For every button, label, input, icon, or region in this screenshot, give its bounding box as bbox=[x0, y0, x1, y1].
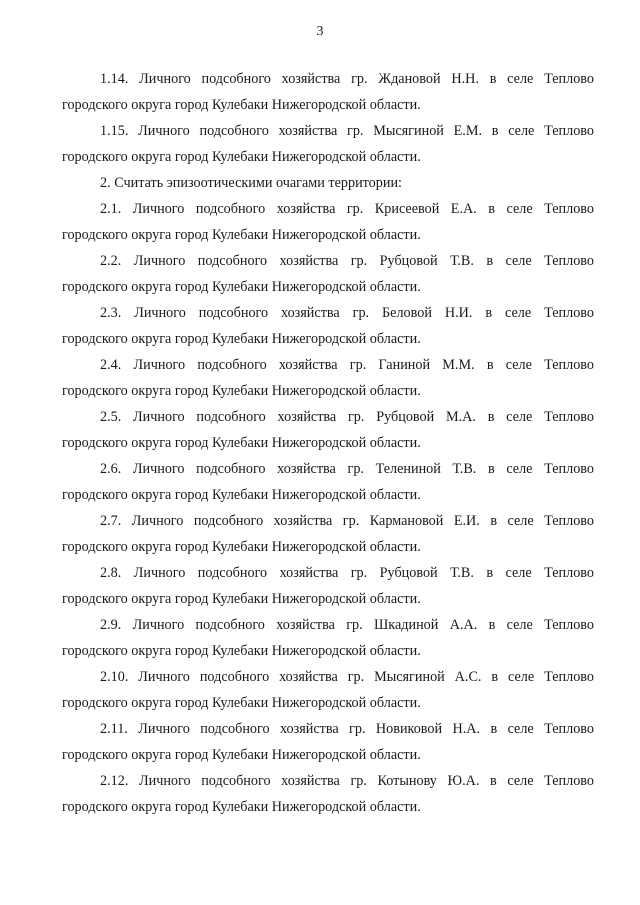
paragraph-line: городского округа город Кулебаки Нижегородской области. bbox=[62, 435, 421, 451]
document-body bbox=[62, 66, 594, 820]
paragraph-line: 2.7. Личного подсобного хозяйства гр. Кармановой Е.И. в селе Теплово bbox=[100, 513, 594, 529]
paragraph-line: городского округа город Кулебаки Нижегородской области. bbox=[62, 331, 421, 347]
paragraph-line: 2.9. Личного подсобного хозяйства гр. Шкадиной А.А. в селе Теплово bbox=[100, 617, 594, 633]
paragraph-line: 2.8. Личного подсобного хозяйства гр. Рубцовой Т.В. в селе Теплово bbox=[100, 565, 594, 581]
paragraph-line: 2.12. Личного подсобного хозяйства гр. Котынову Ю.А. в селе Теплово bbox=[100, 773, 594, 789]
paragraph-2 bbox=[62, 170, 594, 196]
paragraph-line: 2.4. Личного подсобного хозяйства гр. Ганиной М.М. в селе Теплово bbox=[100, 357, 594, 373]
paragraph-2-8 bbox=[62, 560, 594, 612]
paragraph-2-4 bbox=[62, 352, 594, 404]
paragraph-2-2 bbox=[62, 248, 594, 300]
paragraph-line: городского округа город Кулебаки Нижегородской области. bbox=[62, 695, 421, 711]
paragraph-line: городского округа город Кулебаки Нижегородской области. bbox=[62, 97, 421, 113]
paragraph-2-11 bbox=[62, 716, 594, 768]
paragraph-line: 2.3. Личного подсобного хозяйства гр. Беловой Н.И. в селе Теплово bbox=[100, 305, 594, 321]
paragraph-line: 1.15. Личного подсобного хозяйства гр. Мысягиной Е.М. в селе Теплово bbox=[100, 123, 594, 139]
paragraph-line: 2.11. Личного подсобного хозяйства гр. Новиковой Н.А. в селе Теплово bbox=[100, 721, 594, 737]
paragraph-line: городского округа город Кулебаки Нижегородской области. bbox=[62, 747, 421, 763]
paragraph-line: городского округа город Кулебаки Нижегородской области. bbox=[62, 279, 421, 295]
paragraph-line: 2.5. Личного подсобного хозяйства гр. Рубцовой М.А. в селе Теплово bbox=[100, 409, 594, 425]
paragraph-2-9 bbox=[62, 612, 594, 664]
paragraph-line: городского округа город Кулебаки Нижегородской области. bbox=[62, 799, 421, 815]
paragraph-line: городского округа город Кулебаки Нижегородской области. bbox=[62, 149, 421, 165]
paragraph-2-6 bbox=[62, 456, 594, 508]
paragraph-2-1 bbox=[62, 196, 594, 248]
paragraph-2-10 bbox=[62, 664, 594, 716]
paragraph-2-7 bbox=[62, 508, 594, 560]
paragraph-line: городского округа город Кулебаки Нижегородской области. bbox=[62, 591, 421, 607]
paragraph-line: 2.6. Личного подсобного хозяйства гр. Телениной Т.В. в селе Теплово bbox=[100, 461, 594, 477]
paragraph-line: городского округа город Кулебаки Нижегородской области. bbox=[62, 643, 421, 659]
paragraph-1-15 bbox=[62, 118, 594, 170]
page-number: 3 bbox=[316, 24, 324, 39]
paragraph-line: городского округа город Кулебаки Нижегородской области. bbox=[62, 383, 421, 399]
paragraph-line: 2.1. Личного подсобного хозяйства гр. Крисеевой Е.А. в селе Теплово bbox=[100, 201, 594, 217]
paragraph-line: городского округа город Кулебаки Нижегородской области. bbox=[62, 227, 421, 243]
paragraph-line: 2.10. Личного подсобного хозяйства гр. Мысягиной А.С. в селе Теплово bbox=[100, 669, 594, 685]
paragraph-line: 2. Считать эпизоотическими очагами территории: bbox=[100, 175, 402, 191]
paragraph-line: 2.2. Личного подсобного хозяйства гр. Рубцовой Т.В. в селе Теплово bbox=[100, 253, 594, 269]
paragraph-line: городского округа город Кулебаки Нижегородской области. bbox=[62, 539, 421, 555]
paragraph-line: городского округа город Кулебаки Нижегородской области. bbox=[62, 487, 421, 503]
paragraph-2-12 bbox=[62, 768, 594, 820]
paragraph-1-14 bbox=[62, 66, 594, 118]
paragraph-line: 1.14. Личного подсобного хозяйства гр. Ждановой Н.Н. в селе Теплово bbox=[100, 71, 594, 87]
paragraph-2-5 bbox=[62, 404, 594, 456]
paragraph-2-3 bbox=[62, 300, 594, 352]
